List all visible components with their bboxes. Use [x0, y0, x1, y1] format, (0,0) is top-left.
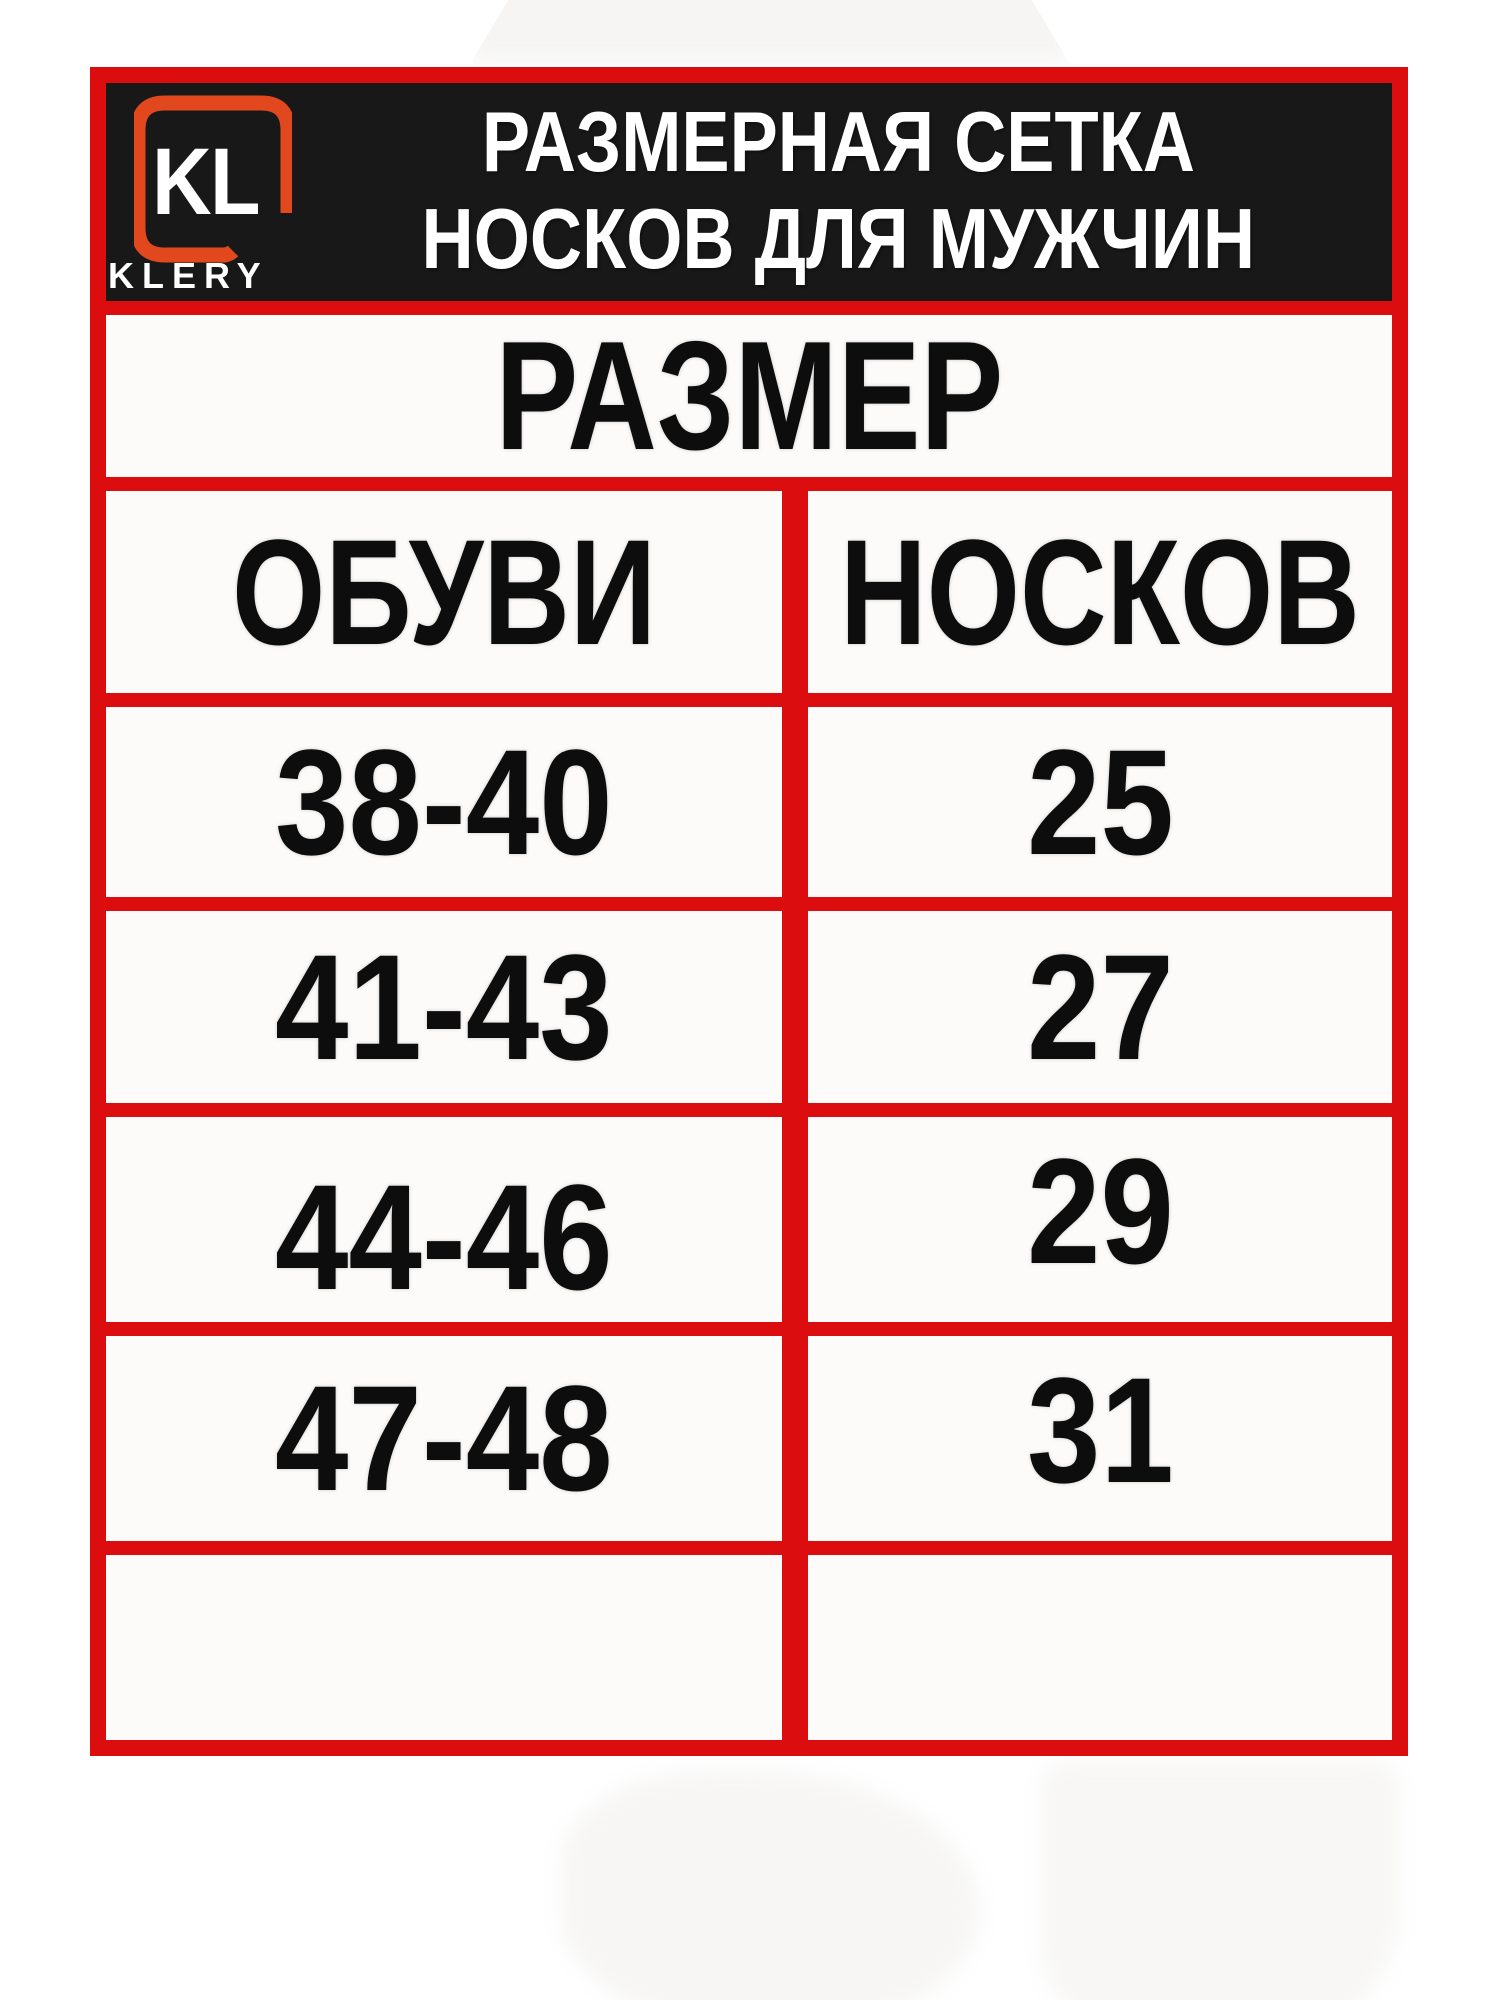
- cell-shoe-range: [106, 1555, 782, 1740]
- background-shadow-top: [470, 0, 1070, 64]
- cell-shoe-range: [106, 707, 782, 897]
- column-header-shoes: [106, 491, 782, 693]
- table-row: [106, 1336, 1392, 1541]
- size-banner-row: [106, 309, 1392, 482]
- shoe-range-value: 41-43: [275, 922, 613, 1091]
- table-row: [106, 707, 1392, 897]
- cell-sock-size: [808, 1117, 1392, 1322]
- cell-sock-size: [808, 1555, 1392, 1740]
- shoe-range-value: 47-48: [275, 1354, 613, 1522]
- cell-sock-size: [808, 707, 1392, 897]
- column-header-socks: [808, 491, 1392, 693]
- chart-title-line2: НОСКОВ ДЛЯ МУЖЧИН: [421, 192, 1255, 287]
- column-header-socks-label: НОСКОВ: [840, 507, 1360, 676]
- table-row-empty: [106, 1555, 1392, 1740]
- table-row: [106, 911, 1392, 1103]
- cell-shoe-range: [106, 1117, 782, 1322]
- chart-title: [284, 95, 1392, 289]
- table-row: [106, 1117, 1392, 1322]
- size-chart-table: [90, 67, 1408, 1756]
- sock-size-value: 25: [1026, 717, 1174, 886]
- cell-sock-size: [808, 1336, 1392, 1541]
- brand-logo: [108, 83, 284, 301]
- sock-size-value: 31: [1026, 1346, 1174, 1514]
- shoe-range-value: 44-46: [275, 1153, 613, 1321]
- cell-shoe-range: [106, 1336, 782, 1541]
- column-header-shoes-label: ОБУВИ: [231, 507, 657, 676]
- sock-size-value: 29: [1026, 1127, 1174, 1295]
- size-banner-label: РАЗМЕР: [495, 309, 1003, 482]
- column-header-row: [106, 491, 1392, 693]
- chart-title-line1: РАЗМЕРНАЯ СЕТКА: [481, 95, 1195, 191]
- brand-header-row: [106, 83, 1392, 301]
- cell-sock-size: [808, 911, 1392, 1103]
- logo-kl-text: KL: [152, 129, 259, 235]
- sock-size-value: 27: [1026, 922, 1174, 1091]
- background-shadow-bottom-left: [560, 1770, 980, 2000]
- shoe-range-value: 38-40: [275, 717, 613, 886]
- cell-shoe-range: [106, 911, 782, 1103]
- brand-name-text: KLERY: [108, 255, 269, 296]
- background-shadow-bottom-right: [1040, 1760, 1400, 2000]
